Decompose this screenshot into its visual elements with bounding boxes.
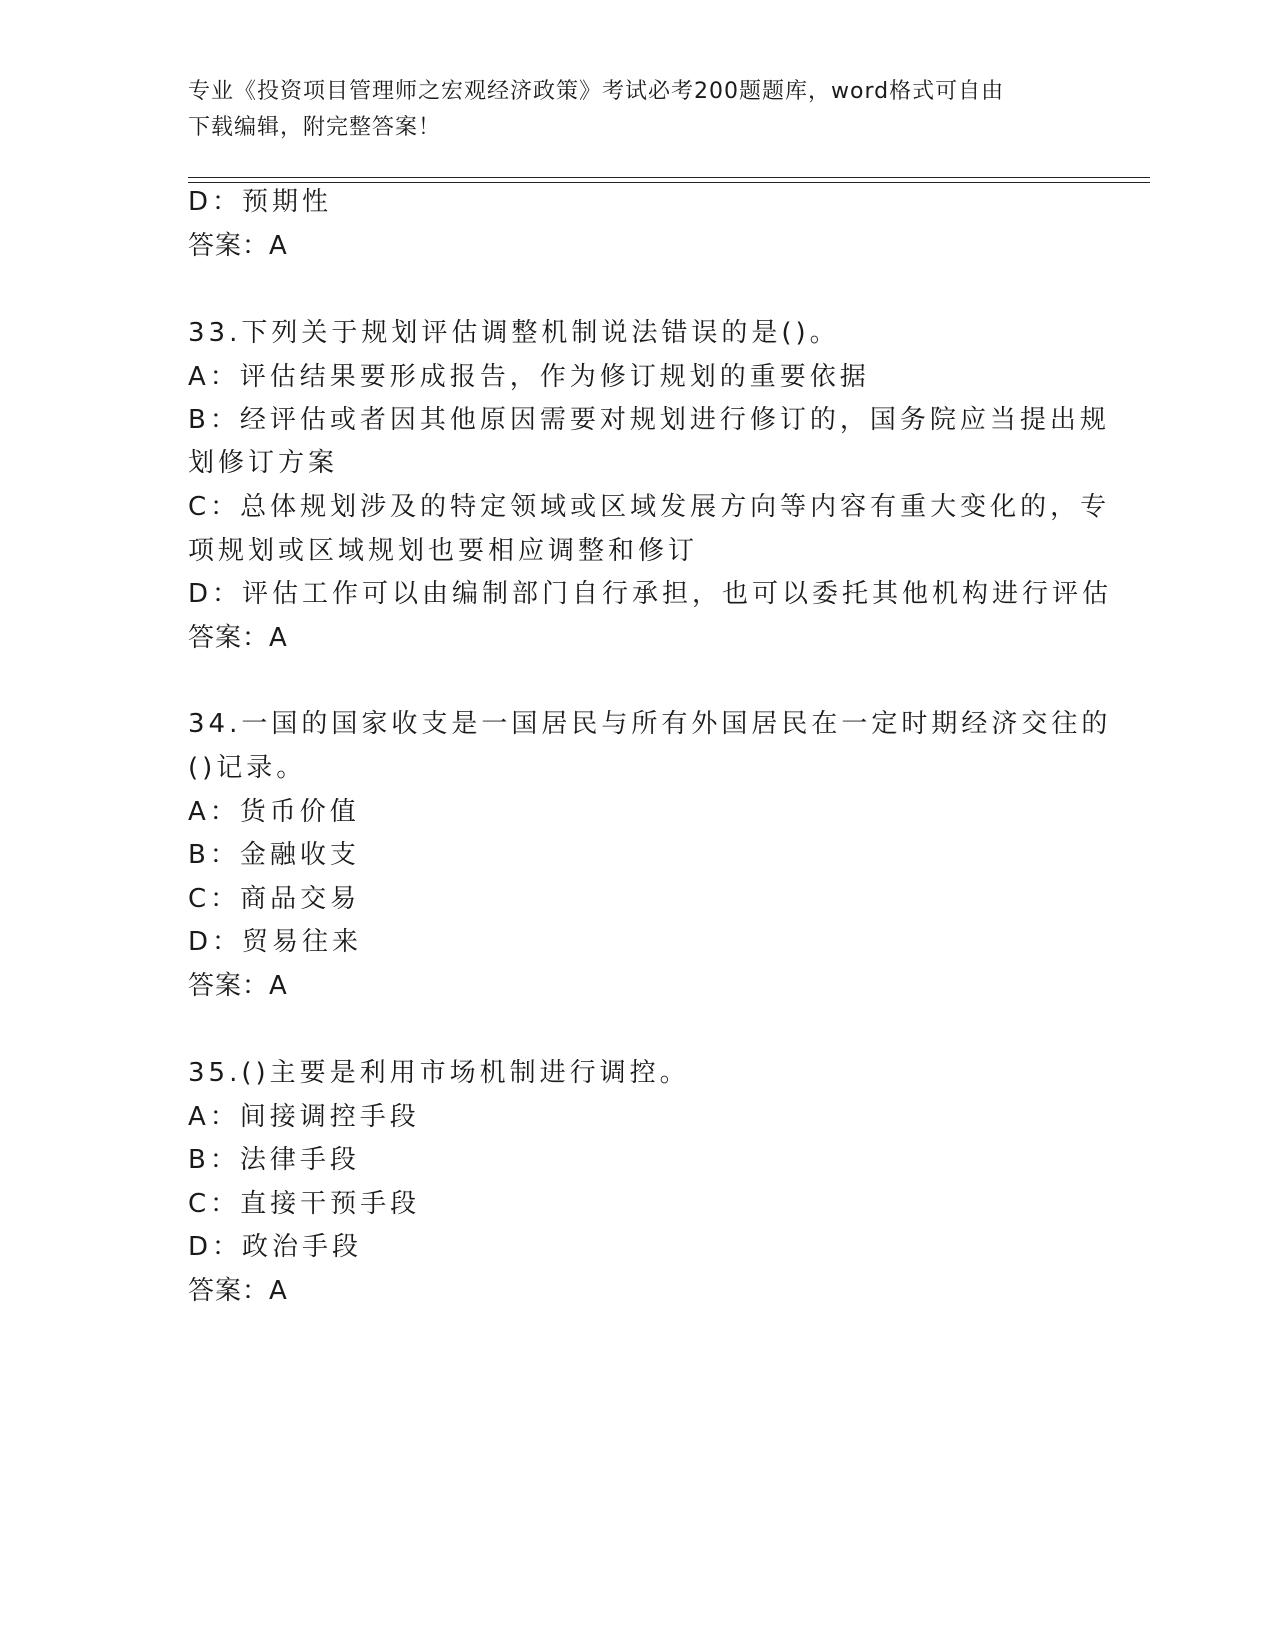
q33-option-c-line-2: 项规划或区域规划也要相应调整和修订 xyxy=(188,536,699,566)
q35-answer: 答案：A xyxy=(188,1276,288,1306)
q33-option-b-line-2: 划修订方案 xyxy=(188,448,339,478)
q34-option-b: B：金融收支 xyxy=(188,840,360,870)
q33-option-d: D：评估工作可以由编制部门自行承担，也可以委托其他机构进行评估 xyxy=(188,579,1113,609)
q34-option-c: C：商品交易 xyxy=(188,884,361,914)
q33-stem: 33.下列关于规划评估调整机制说法错误的是()。 xyxy=(188,318,840,348)
q33-option-b-line-1: B：经评估或者因其他原因需要对规划进行修订的，国务院应当提出规 xyxy=(188,405,1110,435)
q35-option-d: D：政治手段 xyxy=(188,1232,363,1262)
q34-option-d: D：贸易往来 xyxy=(188,927,363,957)
q34-answer: 答案：A xyxy=(188,971,288,1001)
q35-option-c: C：直接干预手段 xyxy=(188,1189,421,1219)
q34-stem-line-1: 34.一国的国家收支是一国居民与所有外国居民在一定时期经济交往的 xyxy=(188,709,1112,739)
q33-answer: 答案：A xyxy=(188,623,288,653)
q33-option-c-line-1: C：总体规划涉及的特定领域或区域发展方向等内容有重大变化的，专 xyxy=(188,492,1111,522)
prev-option-d: D：预期性 xyxy=(188,187,333,217)
q35-option-a: A：间接调控手段 xyxy=(188,1102,420,1132)
prev-answer: 答案：A xyxy=(188,231,288,261)
header-line-2: 下载编辑，附完整答案！ xyxy=(188,115,442,140)
header-line-1: 专业《投资项目管理师之宏观经济政策》考试必考200题题库，word格式可自由 xyxy=(188,79,1005,104)
q35-stem: 35.()主要是利用市场机制进行调控。 xyxy=(188,1058,690,1088)
q33-option-a: A：评估结果要形成报告，作为修订规划的重要依据 xyxy=(188,362,870,392)
header-divider-top xyxy=(188,177,1150,178)
document-header xyxy=(188,74,1088,146)
q34-stem-line-2: ()记录。 xyxy=(188,753,307,783)
q35-option-b: B：法律手段 xyxy=(188,1145,360,1175)
q34-option-a: A：货币价值 xyxy=(188,797,360,827)
header-divider-bottom xyxy=(188,182,1150,183)
